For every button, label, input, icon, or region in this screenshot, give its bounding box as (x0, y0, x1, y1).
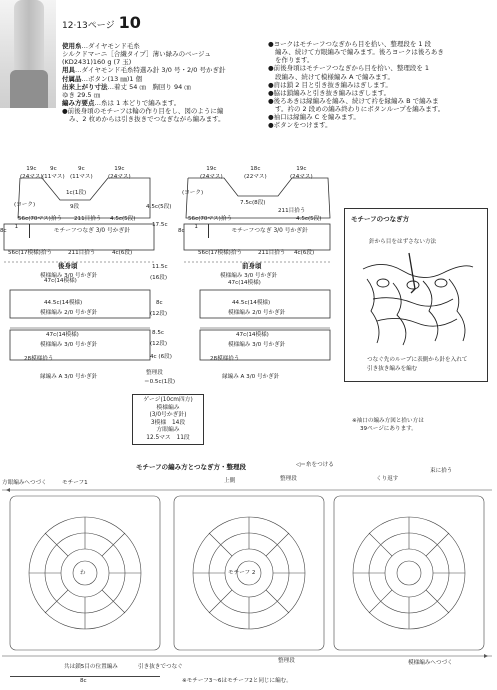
dim-label: 4c (6段) (150, 354, 172, 360)
method-line: ●前後身頃のモチーフは輪の作り目をし、図のように編 (62, 107, 224, 115)
pattern-number: 10 (118, 13, 141, 32)
dim-label: 19c (26, 166, 37, 172)
dim-label: 56c(17模様)拾う (198, 250, 243, 256)
dim-label: 56c(17模様)拾う (8, 250, 53, 256)
dim-label: 19c (296, 166, 307, 172)
gauge-line: 3模様 14段 (150, 419, 186, 426)
dim-label: (11マス) (70, 174, 93, 180)
dim-label: 44.5c(14模様) (44, 300, 83, 306)
dim-label: 4.5c(5段) (110, 216, 136, 222)
chart-label: 整理段 (280, 476, 297, 482)
materials-block: 使用糸…ダイヤモンド毛糸 シルクドマーニ［合繊タイプ］薄い緑みのベージュ (KD2431)160 g (7 玉) 用具…ダイヤモンド毛糸特選み針 3/0 号・2/0 号かぎ針 付属品…ボタン(13 ㎜)1 個 出来上がり寸法…着丈 54 ㎝ 胸回り 94 ㎝ ゆき 29.5 ㎝ 編み方要点…糸は 1 本どりで編みます。 ●前後身頃のモチーフは輪の作り目をし、図のように編 み、2 枚めからは引き抜きでつなぎながら編みます。 (62, 42, 272, 123)
seiri-value: ＝0.5c(1段) (144, 379, 176, 385)
dim-label: 47c(14模様) (44, 278, 77, 284)
size: 着丈 54 ㎝ 胸回り 94 ㎝ (114, 82, 191, 91)
front-title: 前身頃 (242, 262, 262, 270)
dim-label: 9c (50, 166, 57, 172)
instruction-line: ●脇は鎖編みと引き抜き編みはぎします。 (268, 88, 391, 97)
instruction-line: 段編み、続けて模様編み A で編みます。 (275, 72, 394, 81)
dim-label: (12段) (150, 311, 168, 317)
inset-caption: つなぐ先のループに表側から針を入れて (367, 357, 468, 363)
back-title: 後身頃 (58, 262, 78, 270)
pattern-label: 模様編み 3/0 号かぎ針 (40, 273, 98, 279)
gauge-line: 12.5マス 11段 (146, 434, 190, 441)
instruction-line: ●ボタンをつけます。 (268, 121, 332, 130)
tools-label: 用具 (62, 66, 75, 75)
chart-label: 8c (80, 678, 87, 684)
seiri-label: 整理段 (146, 370, 163, 376)
method-intro: 糸は 1 本どりで編みます。 (101, 98, 181, 107)
dim-label: 7.5c(8段) (240, 200, 266, 206)
inset-subtitle: 針から目をはずさない方法 (369, 239, 437, 245)
dim-label: (24マス) (20, 174, 43, 180)
dim-label: (24マス) (108, 174, 131, 180)
instruction-line: す。衿の 2 段めの編み終わりにボタンループを編みます。 (275, 105, 445, 113)
instruction-line: ●袖口は縁編み C を編みます。 (268, 113, 360, 122)
dim-label: (16段) (150, 275, 168, 281)
dim-label: 47c(14模様) (228, 280, 261, 286)
gauge-line: (3/0号かぎ針) (149, 412, 187, 419)
yarn-brand: ダイヤモンド毛糸 (88, 42, 140, 50)
edge-label: 縁編み A 3/0 号かぎ針 (40, 374, 98, 380)
dim-label: 47c(14模様) (46, 332, 79, 338)
gauge-line: 方眼編み (156, 427, 180, 434)
chart-label: モチーフ1 (62, 480, 88, 486)
instruction-line: 編み、続けて方眼編みで編みます。後ろヨークは後ろあき (275, 48, 444, 57)
inset-caption: 引き抜き編みを編む (367, 366, 418, 372)
gauge-box (132, 394, 204, 445)
sleeve-length: ゆき 29.5 ㎝ (62, 90, 101, 99)
dim-label: (11マス) (42, 174, 65, 180)
joining-diagram (353, 249, 481, 349)
sleeve-note (352, 416, 424, 432)
dim-label: (12段) (150, 341, 168, 347)
dim-label: 9段 (70, 204, 80, 210)
dim-label: 9c (78, 166, 85, 172)
motif-legend: ◁＝糸をつける (296, 462, 334, 468)
yarn-name: シルクドマーニ［合繊タイプ］薄い緑みのベージュ (62, 50, 211, 59)
chart-label: くり返す (376, 476, 399, 482)
motif-cell: 1 (4, 224, 30, 238)
back-schematic (0, 162, 200, 382)
back-lower (0, 284, 160, 364)
gauge-line: 模様編み (156, 404, 180, 411)
chart-label: 束に拾う (430, 468, 453, 474)
dim-label: 18c (250, 166, 261, 172)
dim-label: (22マス) (244, 174, 267, 180)
dim-label: 8c (178, 228, 185, 234)
instruction-line: ●肩は鎖 2 目と引き抜き編みはぎします。 (268, 80, 392, 89)
page-range: 12·13ページ (62, 21, 115, 31)
dim-label: 28模様拾う (210, 356, 240, 362)
motif-title: モチーフの編み方とつなぎ方・整理段 (136, 463, 247, 471)
chart-label: 方眼編みへつづく (2, 480, 47, 486)
pattern-label: 模様編み 2/0 号かぎ針 (228, 310, 286, 316)
gauge-title: ゲージ(10cm四方) (143, 397, 193, 403)
dim-label: 4c(6段) (112, 250, 133, 256)
dim-label: 8c (156, 300, 163, 306)
dim-label: (24マス) (200, 174, 223, 180)
yarn-label: 使用糸 (62, 42, 82, 50)
dim-label: 44.5c(14模様) (232, 300, 271, 306)
method-line: み、2 枚めからは引き抜きでつなぎながら編みます。 (69, 115, 225, 124)
dim-label: 4.5c(5段) (296, 216, 322, 222)
dim-label: 56c(70マス)拾う (18, 216, 63, 222)
instruction-line: ●前後身頃はモチーフつなぎから目を拾い、整理段を 1 (268, 64, 430, 73)
dim-label: 19c (114, 166, 125, 172)
chart-note: ※モチーフ3～6はモチーフ2と同じに編む。 (182, 678, 292, 684)
dim-label: 47c(14模様) (236, 332, 269, 338)
page-header (62, 13, 141, 32)
chart-label: 整理段 (278, 658, 295, 664)
yoke-label: (ヨーク) (14, 202, 36, 208)
notions: ボタン(13 ㎜)1 個 (88, 74, 143, 83)
motif-join-label: モチーフつなぎ 3/0 号かぎ針 (53, 228, 131, 234)
motif-row (4, 224, 154, 238)
note-line: ※袖口の編み方図と拾い方は (352, 418, 424, 424)
dim-label: (24マス) (290, 174, 313, 180)
garment-photo (0, 0, 56, 108)
pattern-label: 模様編み 3/0 号かぎ針 (220, 273, 278, 279)
chart-label: 引き抜きでつなぐ (138, 664, 183, 670)
front-lower (178, 284, 338, 364)
method-label: 編み方要点 (62, 98, 95, 107)
dim-label: 8.5c (152, 330, 164, 336)
pattern-label: 模様編み 3/0 号かぎ針 (40, 342, 98, 348)
motif-cell: 1 (184, 224, 209, 238)
joining-inset (344, 208, 488, 382)
instruction-line: ●後ろあきは縁編みを編み、続けて衿を縁編み B で編みま (268, 96, 439, 105)
instruction-line: ●ヨークはモチーフつなぎから目を拾い、整理段を 1 段 (268, 40, 432, 48)
chart-label: 上側 (224, 478, 236, 484)
dim-label: 4.5c(5段) (146, 204, 172, 210)
dim-label: 11.5c (152, 264, 168, 270)
pattern-label: 模様編み 2/0 号かぎ針 (40, 310, 98, 316)
dim-label: 211目拾う (258, 250, 286, 256)
dim-label: 211目拾う (278, 208, 306, 214)
pattern-label: 模様編み 3/0 号かぎ針 (228, 342, 286, 348)
chart-label: わ (80, 570, 86, 576)
yarn-qty: (KD2431)160 g (7 玉) (62, 58, 132, 67)
instructions-block (268, 40, 493, 129)
dim-label: 211目拾う (74, 216, 102, 222)
dim-label: 4c(6段) (294, 250, 315, 256)
chart-label: 共は鎖5目の位置編み (64, 664, 118, 670)
edge-label: 縁編み A 3/0 号かぎ針 (222, 374, 280, 380)
chart-label: モチーフ 2 (228, 570, 256, 576)
front-schematic (178, 162, 338, 382)
motif-row (184, 224, 330, 238)
tools: ダイヤモンド毛糸特選み針 3/0 号・2/0 号かぎ針 (81, 66, 226, 75)
motif-join-label: モチーフつなぎ 3/0 号かぎ針 (231, 228, 308, 234)
notions-label: 付属品 (62, 74, 82, 83)
chart-label: 模様編みへつづく (408, 660, 453, 666)
width-line (10, 676, 160, 677)
inset-title: モチーフのつなぎ方 (351, 215, 410, 223)
size-label: 出来上がり寸法 (62, 82, 108, 91)
dim-label: 28模様拾う (24, 356, 54, 362)
dim-label: 17.5c (152, 222, 168, 228)
yoke-label: (ヨーク) (182, 190, 204, 196)
dim-label: 56c(70マス)拾う (188, 216, 233, 222)
dim-label: 19c (206, 166, 217, 172)
dim-label: 1c(1段) (66, 190, 87, 196)
note-line: 39ページにあります。 (360, 426, 417, 432)
dim-label: 211目拾う (68, 250, 96, 256)
instruction-line: を作ります。 (275, 56, 314, 65)
dim-label: 8c (0, 228, 7, 234)
